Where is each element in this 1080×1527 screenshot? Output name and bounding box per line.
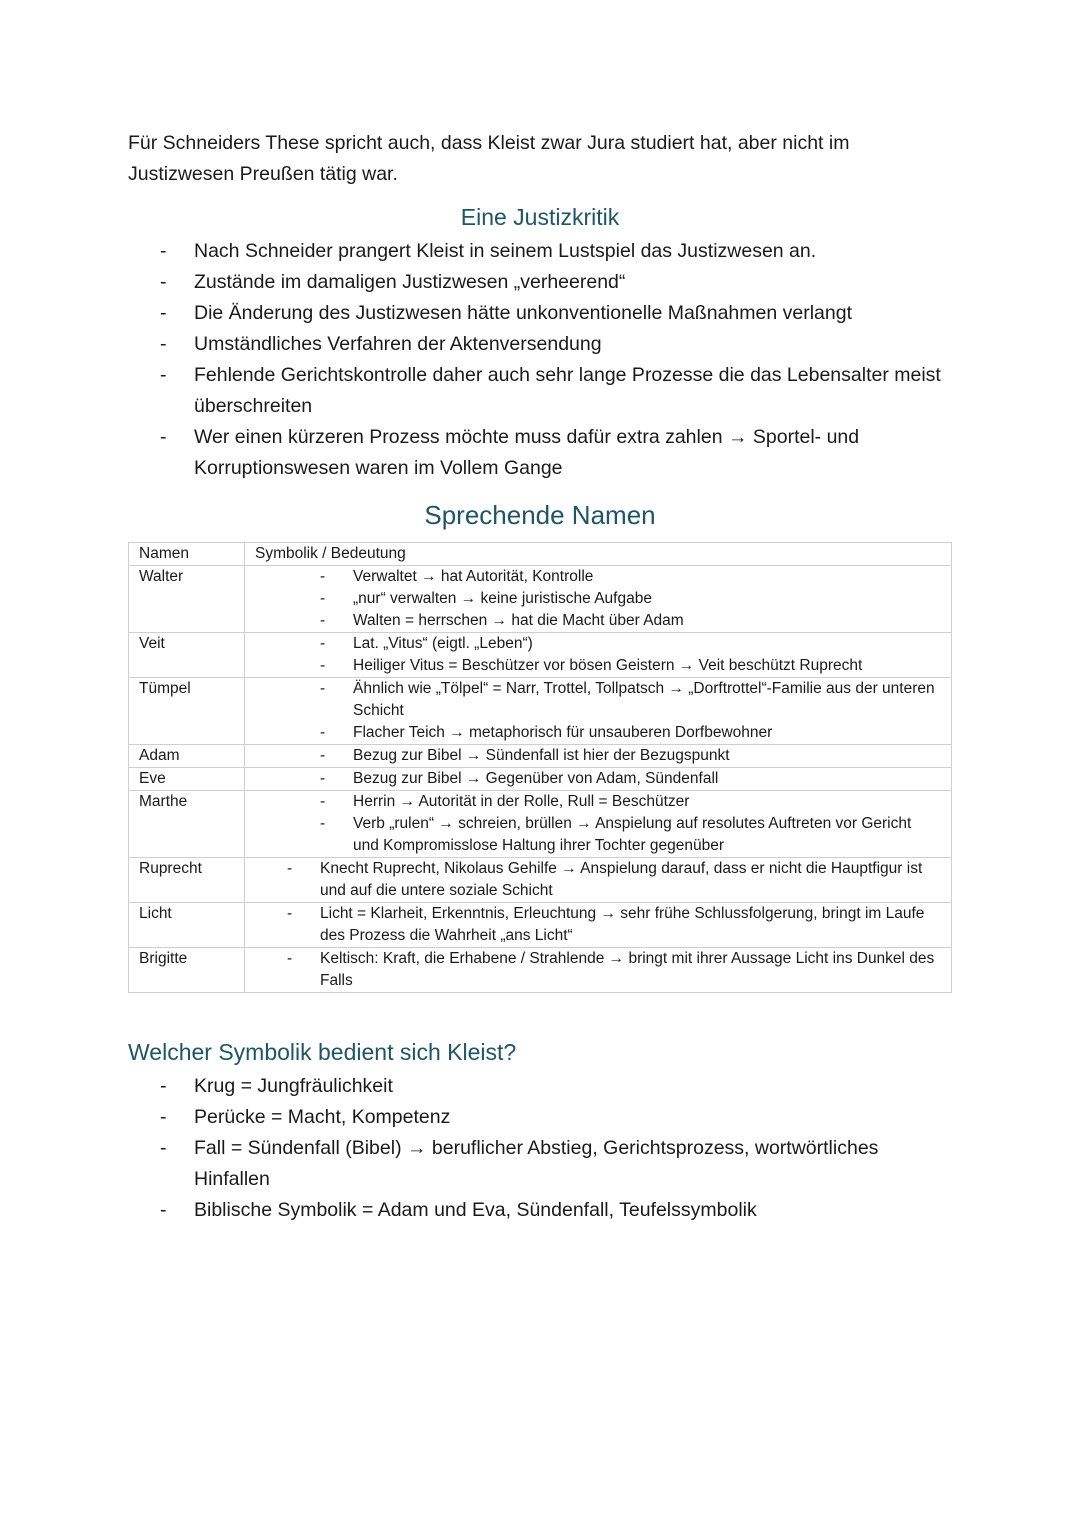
list-item: - Die Änderung des Justizwesen hätte unkonventionelle Maßnahmen verlangt <box>128 298 952 329</box>
meaning-item: - Bezug zur Bibel → Sündenfall ist hier der Bezugspunkt <box>245 745 941 767</box>
dash-bullet: - <box>160 364 167 386</box>
table-header-row <box>129 543 952 566</box>
meaning-item: - Verb „rulen“ → schreien, brüllen → Anspielung auf resolutes Auftreten vor Gericht und Kompromisslose Haltung ihrer Tochter gegenüber <box>320 815 912 854</box>
meaning-cell <box>245 566 952 633</box>
table-row <box>129 948 952 993</box>
meaning-cell <box>245 903 952 948</box>
dash-bullet: - <box>160 1137 167 1159</box>
table-row <box>129 566 952 633</box>
list-item: - Nach Schneider prangert Kleist in seinem Lustspiel das Justizwesen an. <box>128 236 952 267</box>
list-item: - Fall = Sündenfall (Bibel) → beruflicher Abstieg, Gerichtsprozess, wortwörtliches Hinfallen <box>128 1133 952 1195</box>
dash-bullet: - <box>320 568 326 585</box>
meaning-cell <box>245 745 952 768</box>
meaning-cell <box>245 768 952 791</box>
dash-bullet: - <box>320 815 326 832</box>
meaning-list <box>245 903 941 947</box>
meaning-list <box>245 948 941 992</box>
dash-bullet: - <box>320 680 326 697</box>
dash-bullet: - <box>320 657 326 674</box>
list-item: - Zustände im damaligen Justizwesen „verheerend“ <box>128 267 952 298</box>
list-item: - Wer einen kürzeren Prozess möchte muss dafür extra zahlen → Sportel- und Korruptionswesen waren im Vollem Gange <box>128 422 952 484</box>
meaning-list <box>245 678 941 744</box>
meaning-list <box>245 633 941 677</box>
table-row <box>129 633 952 678</box>
dash-bullet: - <box>160 1199 167 1221</box>
meaning-cell <box>245 633 952 678</box>
symbolik-list <box>128 1071 952 1226</box>
dash-bullet: - <box>160 1075 167 1097</box>
name-cell: Licht <box>129 903 245 948</box>
header-name: Namen <box>129 543 245 566</box>
document-page <box>128 128 952 1226</box>
meaning-list <box>245 791 941 857</box>
meaning-item: - Ähnlich wie „Tölpel“ = Narr, Trottel, Tollpatsch → „Dorftrottel“-Familie aus der unteren Schicht <box>320 680 935 719</box>
meaning-list <box>245 768 941 790</box>
name-cell: Brigitte <box>129 948 245 993</box>
meaning-item: - Heiliger Vitus = Beschützer vor bösen Geistern → Veit beschützt Ruprecht <box>245 655 941 677</box>
dash-bullet: - <box>320 747 326 764</box>
meaning-list <box>245 566 941 632</box>
dash-bullet: - <box>320 793 326 810</box>
name-cell: Ruprecht <box>129 858 245 903</box>
meaning-item: - „nur“ verwalten → keine juristische Aufgabe <box>245 588 941 610</box>
meaning-item: - Keltisch: Kraft, die Erhabene / Strahlende → bringt mit ihrer Aussage Licht ins Dunkel des Falls <box>287 950 935 989</box>
meaning-list <box>245 745 941 767</box>
meaning-item: - Verwaltet → hat Autorität, Kontrolle <box>245 566 941 588</box>
meaning-item: - Bezug zur Bibel → Gegenüber von Adam, Sündenfall <box>245 768 941 790</box>
list-item: - Krug = Jungfräulichkeit <box>128 1071 952 1102</box>
meaning-cell <box>245 791 952 858</box>
dash-bullet: - <box>320 724 326 741</box>
meaning-cell <box>245 858 952 903</box>
name-cell: Eve <box>129 768 245 791</box>
dash-bullet: - <box>160 302 167 324</box>
name-cell: Marthe <box>129 791 245 858</box>
meaning-item: - Herrin → Autorität in der Rolle, Rull = Beschützer <box>245 791 941 813</box>
section-title-symbolik: Welcher Symbolik bedient sich Kleist? <box>128 1039 517 1065</box>
table-row <box>129 858 952 903</box>
list-item: - Biblische Symbolik = Adam und Eva, Sündenfall, Teufelssymbolik <box>128 1195 952 1226</box>
dash-bullet: - <box>160 240 167 262</box>
meaning-item: - Flacher Teich → metaphorisch für unsauberen Dorfbewohner <box>245 722 941 744</box>
meaning-item: - Walten = herrschen → hat die Macht über Adam <box>245 610 941 632</box>
dash-bullet: - <box>320 635 326 652</box>
name-cell: Tümpel <box>129 678 245 745</box>
table-row <box>129 768 952 791</box>
dash-bullet: - <box>287 950 293 967</box>
list-item: - Fehlende Gerichtskontrolle daher auch sehr lange Prozesse die das Lebensalter meist überschreiten <box>128 360 952 422</box>
list-item: - Umständliches Verfahren der Aktenversendung <box>128 329 952 360</box>
meaning-item: - Licht = Klarheit, Erkenntnis, Erleuchtung → sehr frühe Schlussfolgerung, bringt im Laufe des Prozess die Wahrheit „ans Licht“ <box>287 905 925 944</box>
list-item: - Perücke = Macht, Kompetenz <box>128 1102 952 1133</box>
dash-bullet: - <box>320 612 326 629</box>
meaning-cell <box>245 948 952 993</box>
table-row <box>129 903 952 948</box>
table-row <box>129 745 952 768</box>
table-row <box>129 678 952 745</box>
dash-bullet: - <box>320 590 326 607</box>
name-cell: Veit <box>129 633 245 678</box>
dash-bullet: - <box>160 271 167 293</box>
meaning-item: - Knecht Ruprecht, Nikolaus Gehilfe → Anspielung darauf, dass er nicht die Hauptfigur ist und auf die untere soziale Schicht <box>287 860 923 899</box>
dash-bullet: - <box>287 860 293 877</box>
dash-bullet: - <box>160 426 167 448</box>
dash-bullet: - <box>160 1106 167 1128</box>
names-table <box>128 542 952 993</box>
dash-bullet: - <box>287 905 293 922</box>
section-title-justizkritik: Eine Justizkritik <box>460 204 620 230</box>
name-cell: Adam <box>129 745 245 768</box>
intro-paragraph: Für Schneiders These spricht auch, dass Kleist zwar Jura studiert hat, aber nicht im Justizwesen Preußen tätig war. <box>128 132 850 185</box>
meaning-cell <box>245 678 952 745</box>
meaning-item: - Lat. „Vitus“ (eigtl. „Leben“) <box>245 633 941 655</box>
meaning-list <box>245 858 941 902</box>
name-cell: Walter <box>129 566 245 633</box>
justizkritik-list <box>128 236 952 484</box>
header-meaning: Symbolik / Bedeutung <box>245 543 952 566</box>
table-row <box>129 791 952 858</box>
dash-bullet: - <box>320 770 326 787</box>
dash-bullet: - <box>160 333 167 355</box>
section-title-sprechende-namen: Sprechende Namen <box>424 500 656 530</box>
